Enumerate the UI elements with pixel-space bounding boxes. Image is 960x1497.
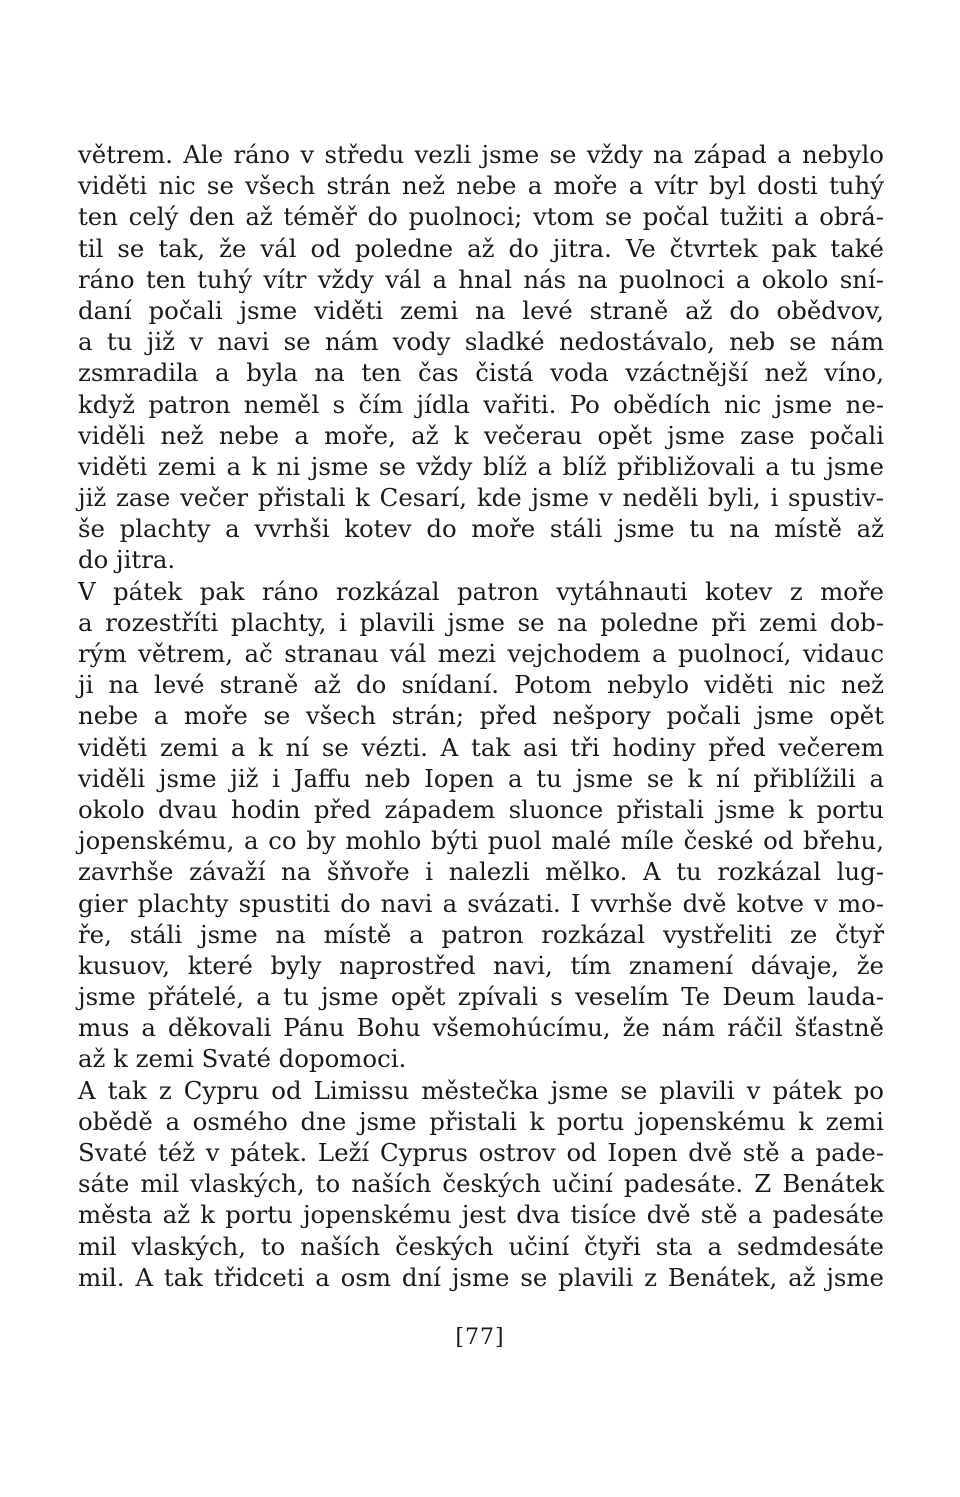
text-line: jopenskému, a co by mohlo býti puol malé míle české od břehu, bbox=[78, 826, 884, 856]
text-line: a rozestříti plachty, i plavili jsme se na poledne při zemi dob- bbox=[78, 607, 884, 637]
text-line: V pátek pak ráno rozkázal patron vytáhnauti kotev z moře bbox=[78, 576, 884, 606]
text-line: viděli jsme již i Jaffu neb Iopen a tu jsme se k ní přiblížili a bbox=[78, 763, 884, 793]
text-line: viděti zemi a k ni jsme se vždy blíž a blíž přibližovali a tu jsme bbox=[78, 451, 884, 481]
text-line: viděli než nebe a moře, až k večerau opět jsme zase počali bbox=[78, 420, 884, 450]
text-line: daní počali jsme viděti zemi na levé straně až do obědvov, bbox=[78, 295, 884, 325]
text-line: til se tak, že vál od poledne až do jitra. Ve čtvrtek pak také bbox=[78, 233, 884, 263]
body-text bbox=[78, 139, 884, 1293]
paragraph bbox=[78, 139, 884, 576]
text-line: Svaté též v pátek. Leží Cyprus ostrov od Iopen dvě stě a pade- bbox=[78, 1138, 884, 1167]
text-line: města až k portu jopenskému jest dva tisíce dvě stě a padesáte bbox=[78, 1200, 884, 1230]
text-line: ten celý den až téměř do puolnoci; vtom se počal tužiti a obrá- bbox=[78, 202, 884, 232]
text-line: větrem. Ale ráno v středu vezli jsme se vždy na západ a nebylo bbox=[78, 140, 884, 169]
page-number: [77] bbox=[455, 1325, 505, 1350]
text-line: gier plachty spustiti do navi a svázati. I vvrhše dvě kotve v mo- bbox=[78, 888, 884, 918]
text-line: okolo dvau hodin před západem sluonce přistali jsme k portu bbox=[78, 794, 884, 824]
text-line: sáte mil vlaských, to naších českých učiní padesáte. Z Benátek bbox=[78, 1169, 884, 1199]
text-line: zavrhše závaží na šňvoře i nalezli mělko. A tu rozkázal lug- bbox=[78, 857, 884, 887]
paragraph bbox=[78, 576, 884, 1075]
text-line: mil vlaských, to naších českých učiní čtyři sta a sedmdesáte bbox=[78, 1231, 884, 1261]
text-line: A tak z Cypru od Limissu městečka jsme se plavili v pátek po bbox=[78, 1075, 884, 1105]
text-line: ráno ten tuhý vítr vždy vál a hnal nás na puolnoci a okolo sní- bbox=[78, 264, 884, 294]
text-line: viděti nic se všech strán než nebe a moře a vítr byl dosti tuhý bbox=[78, 171, 884, 201]
text-line: mil. A tak třidceti a osm dní jsme se plavili z Benátek, až jsme bbox=[78, 1262, 884, 1292]
text-line: ře, stáli jsme na místě a patron rozkázal vystřeliti ze čtyř bbox=[78, 919, 884, 949]
text-line: še plachty a vvrhši kotev do moře stáli jsme tu na místě až bbox=[78, 514, 884, 544]
text-line: kusuov, které byly naprostřed navi, tím znamení dávaje, že bbox=[78, 950, 884, 980]
text-line: až k zemi Svaté dopomoci. bbox=[78, 1044, 407, 1074]
text-line: již zase večer přistali k Cesarí, kde jsme v neděli byli, i spustiv- bbox=[78, 483, 884, 513]
text-line: ji na levé straně až do snídaní. Potom nebylo viděti nic než bbox=[78, 670, 884, 700]
text-line: do jitra. bbox=[78, 545, 176, 575]
text-line: viděti zemi a k ní se vézti. A tak asi tři hodiny před večerem bbox=[78, 732, 884, 762]
paragraph bbox=[78, 1075, 884, 1293]
text-line: a tu již v navi se nám vody sladké nedostávalo, neb se nám bbox=[78, 327, 884, 357]
text-line: zsmradila a byla na ten čas čistá voda vzáctnější než víno, bbox=[78, 358, 884, 388]
text-line: mus a děkovali Pánu Bohu všemohúcímu, že nám ráčil šťastně bbox=[78, 1013, 884, 1043]
text-line: obědě a osmého dne jsme přistali k portu jopenskému k zemi bbox=[78, 1106, 884, 1136]
text-line: když patron neměl s čím jídla vařiti. Po obědích nic jsme ne- bbox=[78, 389, 884, 419]
text-line: nebe a moře se všech strán; před nešpory počali jsme opět bbox=[78, 701, 884, 731]
text-line: rým větrem, ač stranau vál mezi vejchodem a puolnocí, vidauc bbox=[78, 639, 884, 668]
text-line: jsme přátelé, a tu jsme opět zpívali s veselím Te Deum lauda- bbox=[78, 982, 884, 1012]
